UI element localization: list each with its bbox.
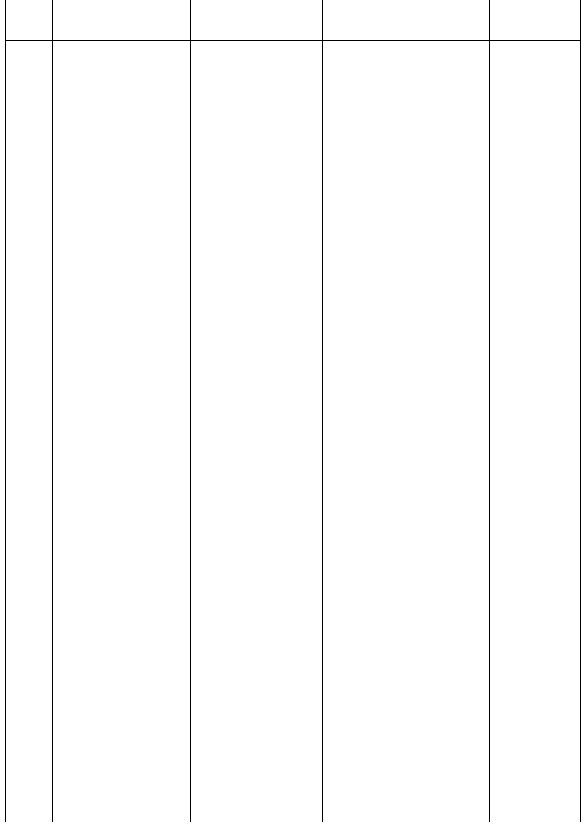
major-name (58, 6, 184, 40)
table-vline (580, 0, 581, 822)
table-row-separator (5, 40, 581, 41)
table-vline (5, 0, 6, 822)
exam-subject (489, 6, 580, 40)
table-vline (322, 0, 323, 822)
table-vline (190, 0, 191, 822)
row-number (5, 6, 52, 40)
table-vline (52, 0, 53, 822)
table-vline (489, 0, 490, 822)
